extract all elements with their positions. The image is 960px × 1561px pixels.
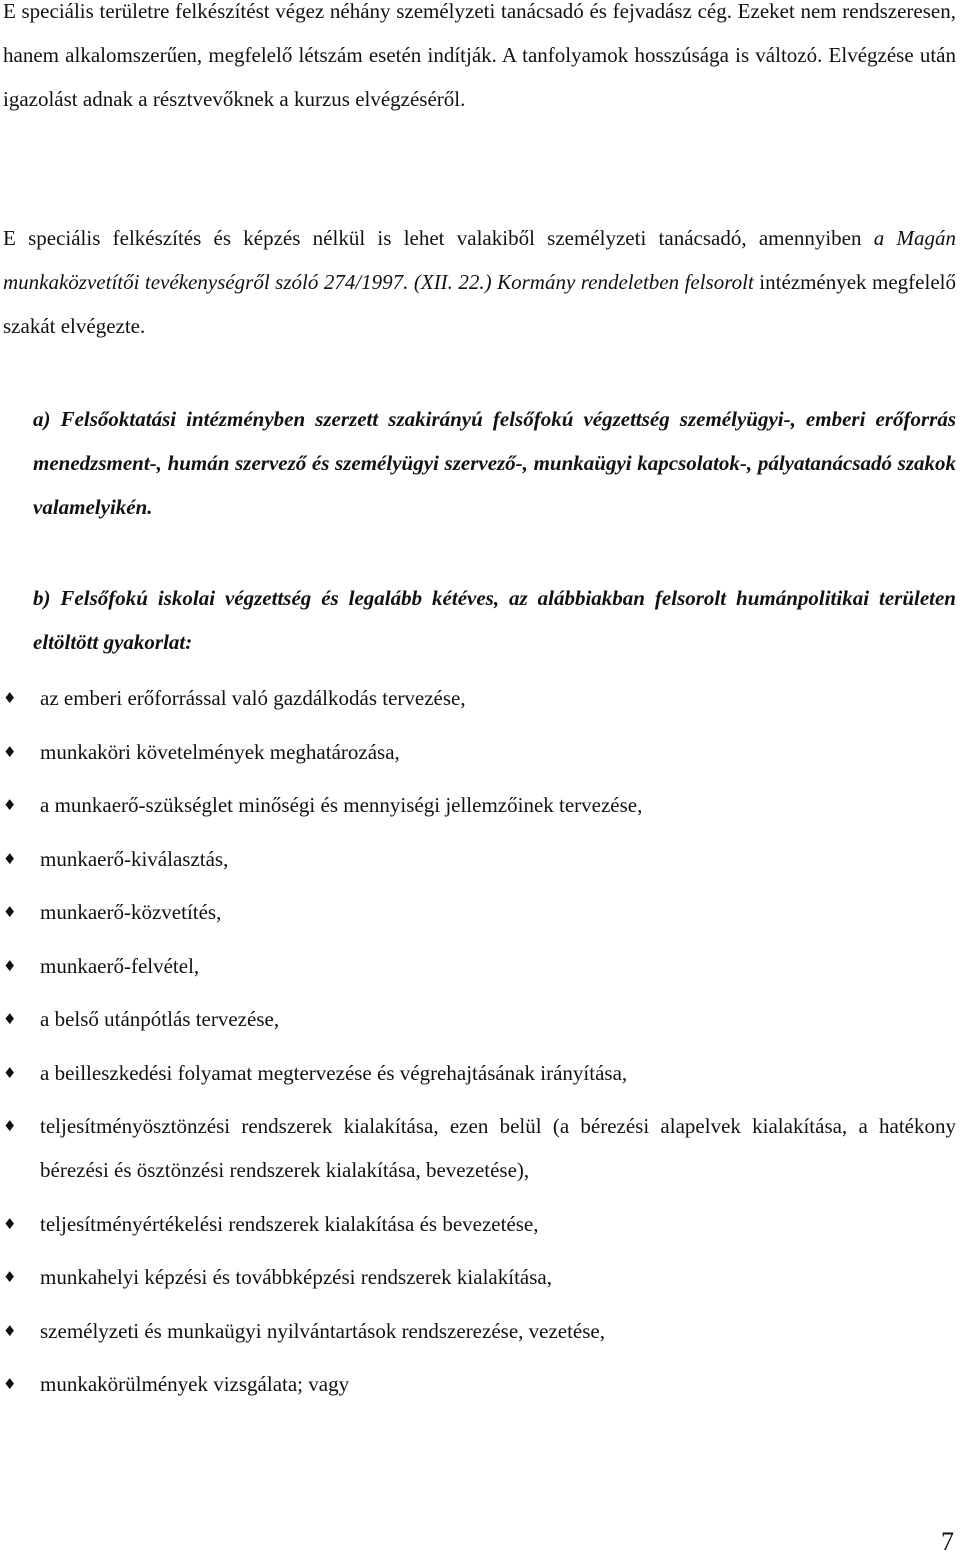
list-item-text: személyzeti és munkaügyi nyilvántartások rendszerezése, vezetése, (40, 1318, 606, 1343)
diamond-bullet-icon: ♦ (3, 1375, 17, 1393)
experience-list (3, 676, 956, 1416)
diamond-bullet-icon: ♦ (3, 742, 17, 761)
list-item-text: az emberi erőforrással való gazdálkodás tervezése, (40, 686, 466, 710)
list-item-text: munkaerő-közvetítés, (40, 900, 222, 924)
diamond-bullet-icon: ♦ (3, 1321, 17, 1340)
list-item (3, 1051, 956, 1095)
list-item (3, 1362, 956, 1406)
paragraph-requirements (3, 216, 956, 348)
list-item (3, 783, 956, 827)
list-item (3, 944, 956, 988)
diamond-bullet-icon: ♦ (3, 1268, 17, 1286)
list-item-text: munkakörülmények vizsgálata; vagy (40, 1372, 350, 1396)
list-item (3, 1255, 956, 1299)
diamond-bullet-icon: ♦ (3, 849, 17, 868)
diamond-bullet-icon: ♦ (3, 1063, 17, 1082)
diamond-bullet-icon: ♦ (3, 689, 17, 707)
list-item (3, 1309, 956, 1353)
paragraph-intro: E speciális területre felkészítést végez néhány személyzeti tanácsadó és fejvadász cég. Ezeket nem rendszeresen, hanem alkalomszerűen, megfelelő létszám esetén indítják. A tanfolyamok hosszúsága is változó. Elvégzése után igazolást adnak a résztvevőknek a kurzus elvégzéséről. (3, 0, 956, 111)
list-item (3, 837, 956, 881)
paragraph-requirements-end: intézmények megfelelő szakát elvégezte. (3, 270, 956, 338)
list-item-text: a beilleszkedési folyamat megtervezése és végrehajtásának irányítása, (40, 1060, 628, 1085)
list-item (3, 730, 956, 774)
regulation-reference: a Magán munkaközvetítői tevékenységről szóló 274/1997. (XII. 22.) Kormány rendeletben felsorolt (3, 226, 956, 294)
list-item-text: munkaköri követelmények meghatározása, (40, 739, 400, 764)
list-item (3, 1104, 956, 1192)
list-item (3, 997, 956, 1041)
diamond-bullet-icon: ♦ (3, 1214, 17, 1233)
option-a: a) Felsőoktatási intézményben szerzett szakirányú felsőfokú végzettség személyügyi-, emberi erőforrás menedzsment-, humán szervező és személyügyi szervező-, munkaügyi kapcsolatok-, pályatanácsadó szakok valamelyikén. (33, 407, 956, 519)
paragraph-requirements-start: E speciális felkészítés és képzés nélkül is lehet valakiből személyzeti tanácsadó, amennyiben (3, 226, 874, 250)
diamond-bullet-icon: ♦ (3, 903, 17, 921)
list-item-text: munkaerő-kiválasztás, (40, 846, 229, 871)
diamond-bullet-icon: ♦ (3, 1117, 17, 1135)
list-item-text: a munkaerő-szükséglet minőségi és mennyiségi jellemzőinek tervezése, (40, 793, 643, 817)
list-item-text: teljesítményértékelési rendszerek kialakítása és bevezetése, (40, 1211, 539, 1236)
page-number: 7 (941, 1527, 954, 1556)
list-item (3, 890, 956, 934)
diamond-bullet-icon: ♦ (3, 956, 17, 975)
diamond-bullet-icon: ♦ (3, 796, 17, 814)
list-item-text: munkaerő-felvétel, (40, 953, 200, 978)
list-item (3, 1202, 956, 1246)
list-item-text: a belső utánpótlás tervezése, (40, 1007, 280, 1031)
diamond-bullet-icon: ♦ (3, 1010, 17, 1028)
list-item-text: teljesítményösztönzési rendszerek kialakítása, ezen belül (a bérezési alapelvek kialakítása, a hatékony bérezési és ösztönzési rendszerek kialakítása, bevezetése), (40, 1114, 956, 1182)
list-item-text: munkahelyi képzési és továbbképzési rendszerek kialakítása, (40, 1265, 552, 1289)
option-b: b) Felsőfokú iskolai végzettség és legalább kétéves, az alábbiakban felsorolt humánpolitikai területen eltöltött gyakorlat: (33, 586, 956, 654)
list-item (3, 676, 956, 720)
